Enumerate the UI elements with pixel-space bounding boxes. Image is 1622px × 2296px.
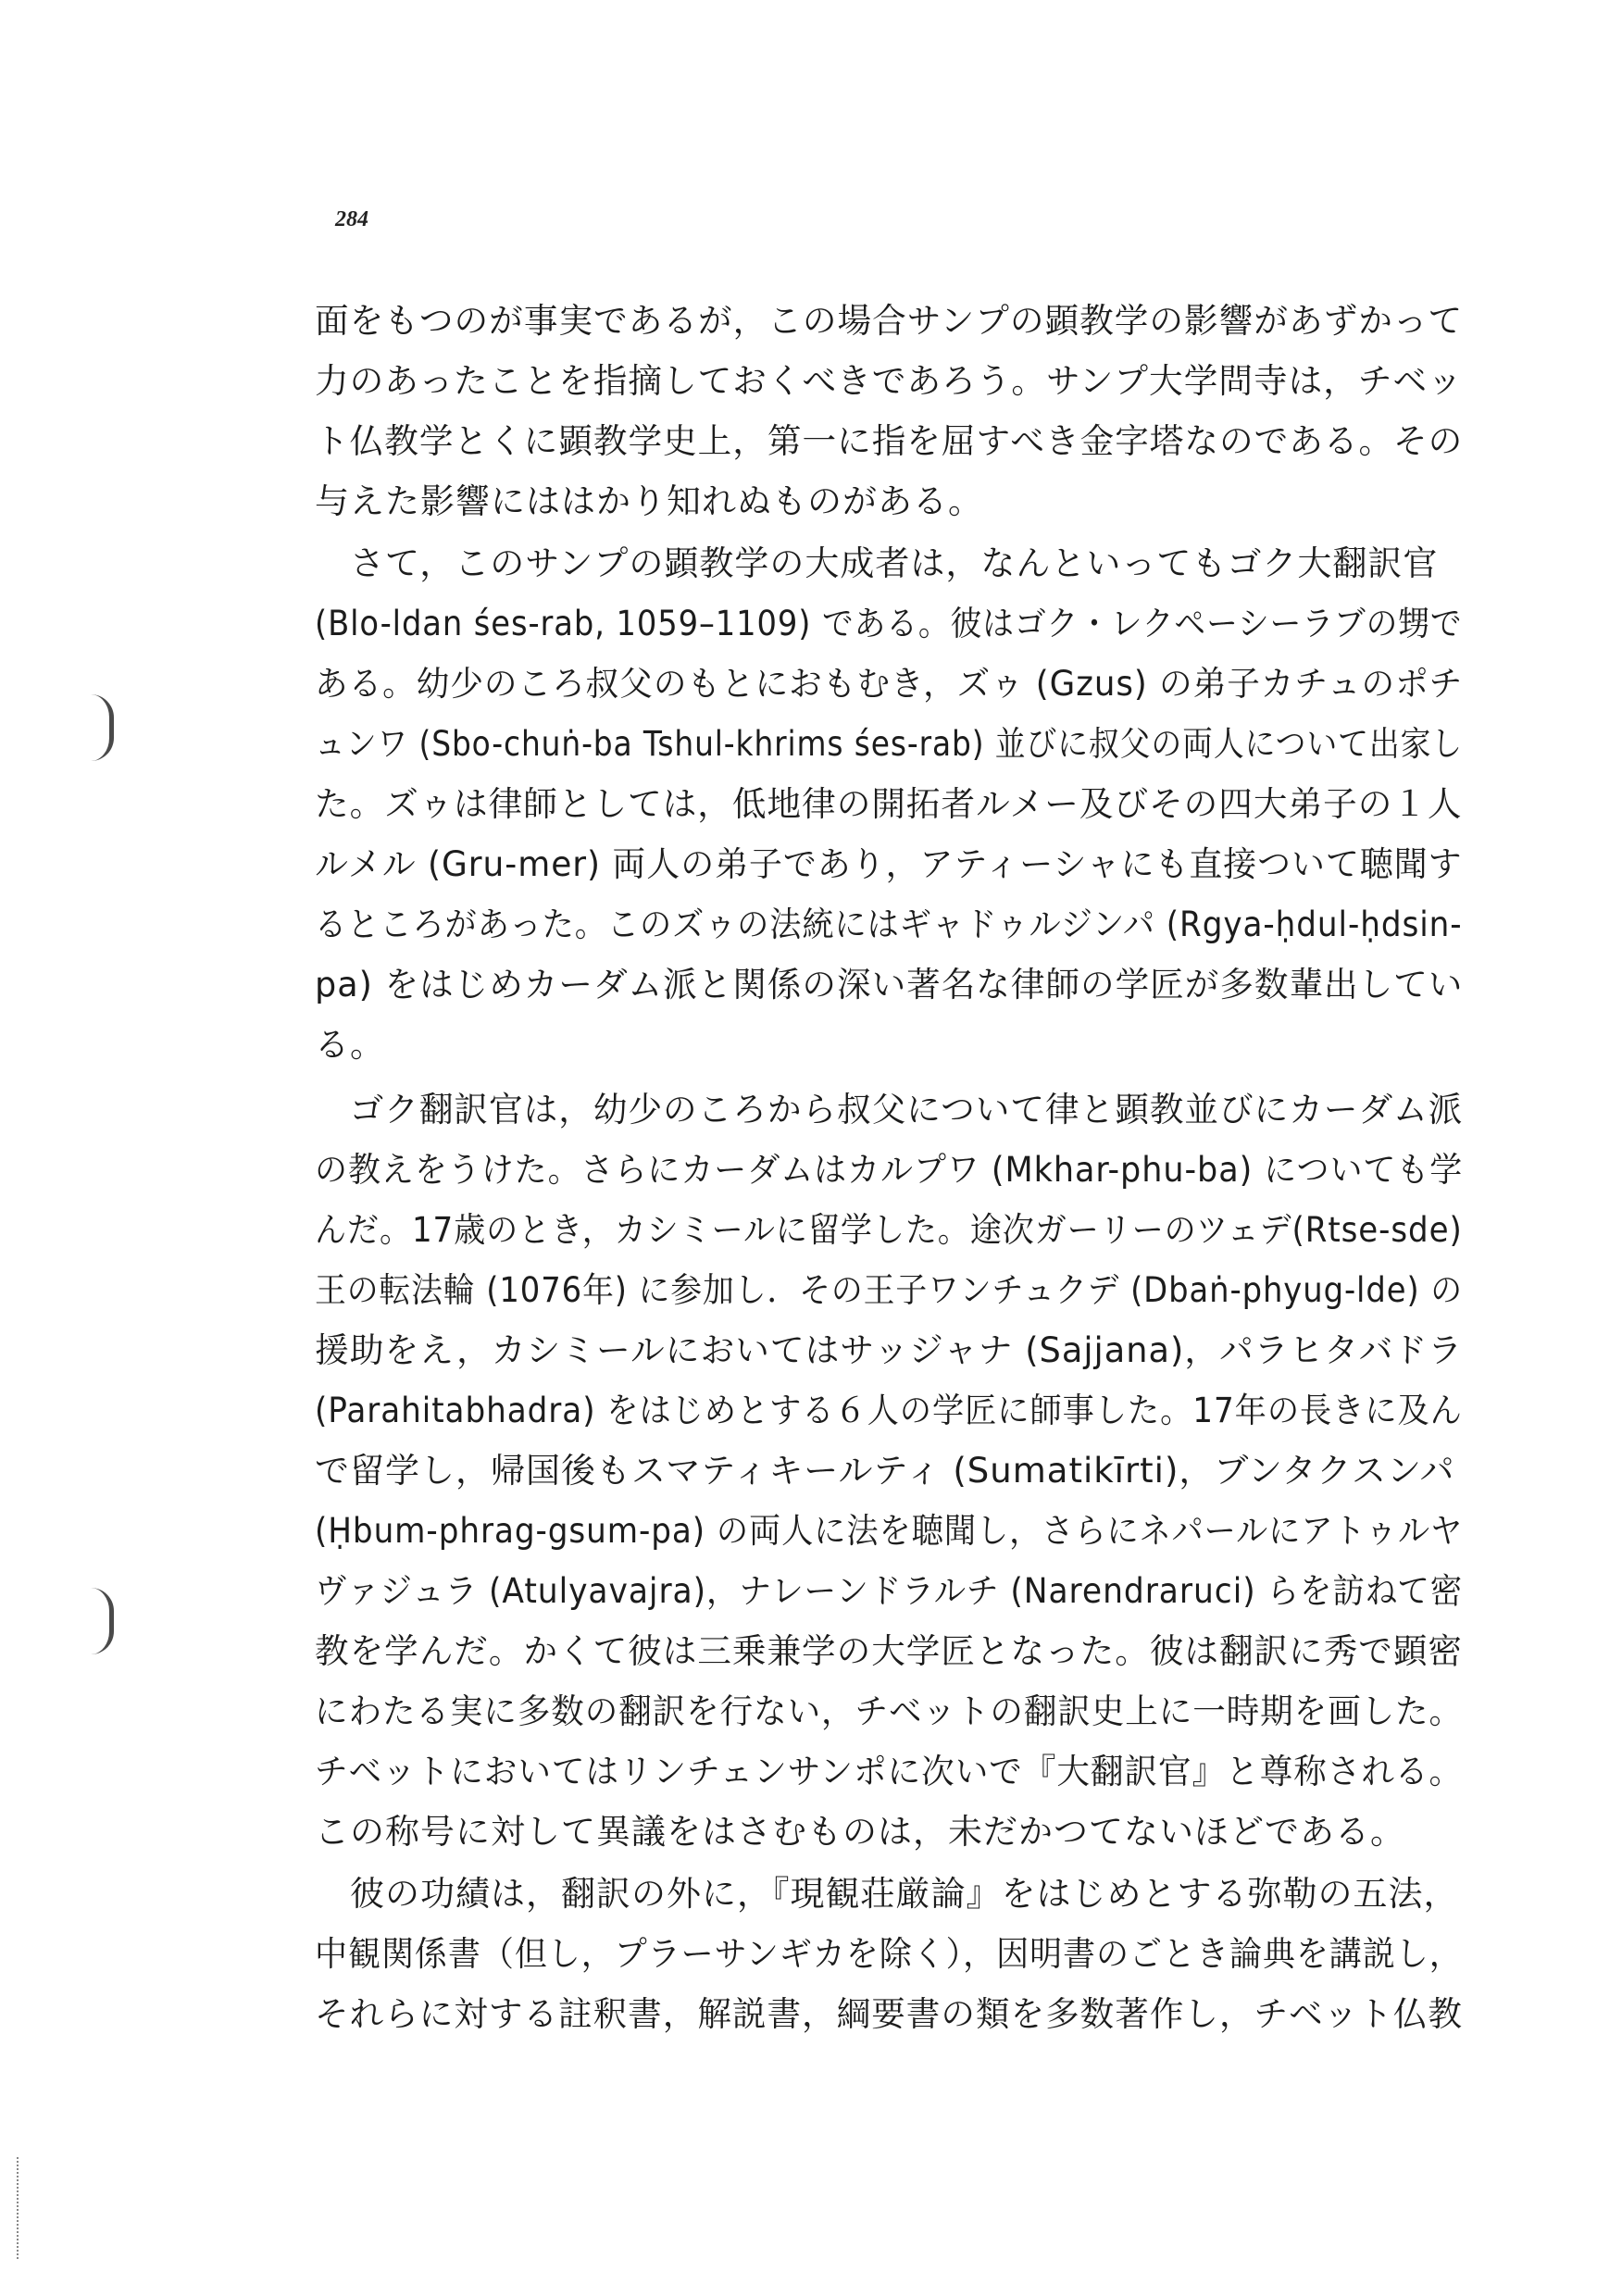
text-line: ト仏教学とくに顕教学史上，第一に指を屈すべき金字塔なのである。その: [315, 421, 1464, 461]
text-line: で留学し，帰国後もスマティキールティ (Sumatikīrti)，ブンタクスンパ: [315, 1451, 1455, 1491]
text-line: (Ḥbum-phrag-gsum-pa) の両人に法を聴聞し，さらにネパールにアトゥルヤ: [315, 1511, 1464, 1551]
scan-artifact: [17, 2157, 20, 2259]
text-line: さて，このサンプの顕教学の大成者は，なんといってもゴク大翻訳官: [315, 543, 1439, 583]
text-line: ュンワ (Sbo-chuṅ-ba Tshul-khrims śes-rab) 並びに叔父の両人について出家し: [315, 724, 1464, 764]
text-line: ゴク翻訳官は，幼少のころから叔父について律と顕教並びにカーダム派: [315, 1090, 1464, 1129]
text-line: 中観関係書（但し，プラーサンギカを除く），因明書のごとき論典を講説し，: [315, 1934, 1463, 1974]
text-line: ある。幼少のころ叔父のもとにおもむき，ズゥ (Gzus) の弟子カチュのポチ: [315, 664, 1464, 704]
text-line: 面をもつのが事実であるが，この場合サンプの顕教学の影響があずかって: [315, 301, 1464, 341]
text-line: 援助をえ，カシミールにおいてはサッジャナ (Sajjana)，パラヒタバドラ: [315, 1330, 1464, 1370]
text-line: それらに対する註釈書，解説書，綱要書の類を多数著作し，チベット仏教: [315, 1994, 1463, 2034]
text-line: んだ。17歳のとき，カシミールに留学した。途次ガーリーのツェデ(Rtse-sde): [315, 1210, 1463, 1250]
text-line: 教を学んだ。かくて彼は三乗兼学の大学匠となった。彼は翻訳に秀で顕密: [315, 1631, 1463, 1671]
text-line: この称号に対して異議をはさむものは，未だかつてないほどである。: [315, 1812, 1405, 1852]
text-line: 王の転法輪 (1076年) に参加し．その王子ワンチュクデ (Dbaṅ-phyug-lde) の: [315, 1270, 1463, 1310]
text-line: ヴァジュラ (Atulyavajra)，ナレーンドラルチ (Narendraruci) らを訪ねて密: [315, 1571, 1464, 1611]
text-line: 力のあったことを指摘しておくべきであろう。サンプ大学問寺は，チベッ: [315, 361, 1463, 401]
text-line: (Blo-ldan śes-rab, 1059–1109) である。彼はゴク・レクペーシーラブの甥で: [315, 604, 1463, 643]
text-line: の教えをうけた。さらにカーダムはカルプワ (Mkhar-phu-ba) についても学: [315, 1150, 1464, 1190]
text-line: ルメル (Gru-mer) 両人の弟子であり，アティーシャにも直接ついて聴聞す: [315, 844, 1463, 884]
left-binding-mark: [91, 1588, 114, 1654]
left-binding-mark: [91, 694, 114, 761]
text-line: た。ズゥは律師としては，低地律の開拓者ルメー及びその四大弟子の１人: [315, 784, 1463, 824]
text-line: るところがあった。このズゥの法統にはギャドゥルジンパ (Rgya-ḥdul-ḥdsin-: [315, 905, 1463, 944]
text-line: 与えた影響にははかり知れぬものがある。: [315, 481, 983, 521]
text-line: にわたる実に多数の翻訳を行ない，チベットの翻訳史上に一時期を画した。: [315, 1691, 1463, 1731]
text-line: チベットにおいてはリンチェンサンポに次いで『大翻訳官』と尊称される。: [315, 1752, 1464, 1791]
text-line: 彼の功績は，翻訳の外に，『現観荘厳論』をはじめとする弥勒の五法，: [315, 1874, 1459, 1914]
page-number: 284: [335, 207, 368, 231]
text-line: pa) をはじめカーダム派と関係の深い著名な律師の学匠が多数輩出してい: [315, 965, 1464, 1004]
text-line: (Parahitabhadra) をはじめとする６人の学匠に師事した。17年の長きに及ん: [315, 1391, 1463, 1430]
text-line: る。: [315, 1025, 385, 1065]
